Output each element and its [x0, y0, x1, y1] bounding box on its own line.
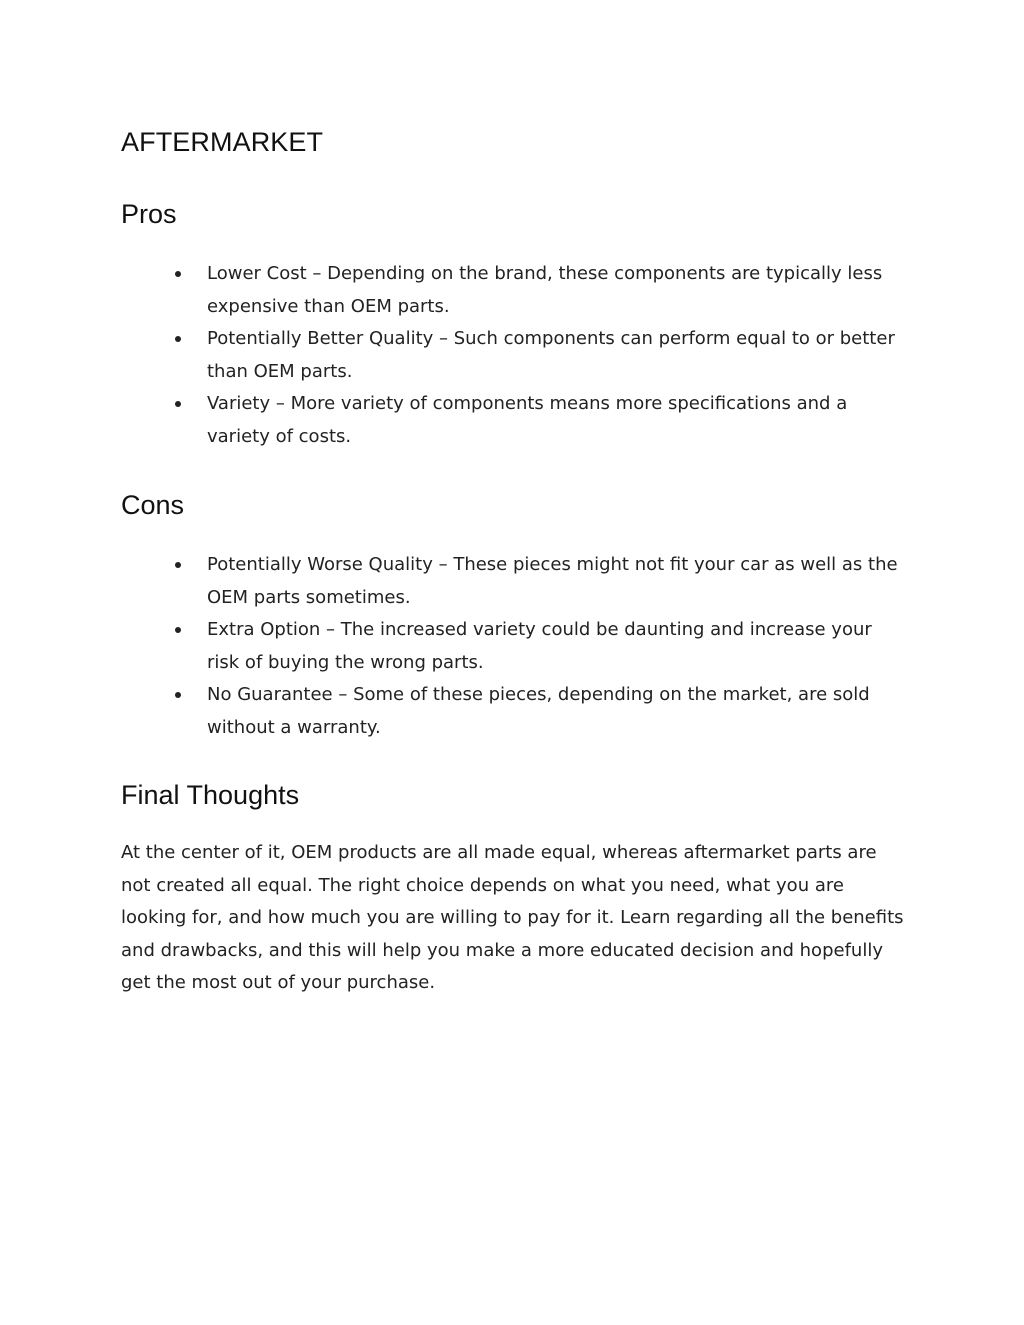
final-thoughts-paragraph: At the center of it, OEM products are all made equal, whereas aftermarket parts are not created all equal. The right choice depends on what you need, what you are looking for, and how much you are willing to pay for it. Learn regarding all the benefits and drawbacks, and this will help you make a more educated decision and hopefully get the most out of your purchase.	[121, 842, 904, 994]
list-item-text: Lower Cost – Depending on the brand, these components are typically less expensive than OEM parts.	[207, 263, 883, 317]
bullet-icon	[175, 336, 181, 342]
list-item	[121, 614, 911, 679]
bullet-icon	[175, 401, 181, 407]
pros-heading: Pros	[121, 199, 177, 229]
list-item	[121, 679, 911, 744]
list-item	[121, 258, 911, 323]
bullet-icon	[175, 692, 181, 698]
bullet-icon	[175, 627, 181, 633]
list-item	[121, 388, 911, 453]
list-item-text: Extra Option – The increased variety could be daunting and increase your risk of buying the wrong parts.	[207, 619, 872, 673]
cons-list	[121, 549, 911, 745]
list-item-text: No Guarantee – Some of these pieces, depending on the market, are sold without a warranty.	[207, 684, 870, 738]
list-item	[121, 549, 911, 614]
bullet-icon	[175, 562, 181, 568]
cons-heading: Cons	[121, 490, 185, 520]
bullet-icon	[175, 271, 181, 277]
list-item-text: Variety – More variety of components means more specifications and a variety of costs.	[207, 393, 848, 447]
list-item-text: Potentially Worse Quality – These pieces might not fit your car as well as the OEM parts sometimes.	[207, 554, 898, 608]
final-thoughts-heading: Final Thoughts	[121, 780, 300, 810]
list-item-text: Potentially Better Quality – Such components can perform equal to or better than OEM parts.	[207, 328, 895, 382]
document-title: AFTERMARKET	[121, 127, 324, 157]
list-item	[121, 323, 911, 388]
pros-list	[121, 258, 911, 454]
